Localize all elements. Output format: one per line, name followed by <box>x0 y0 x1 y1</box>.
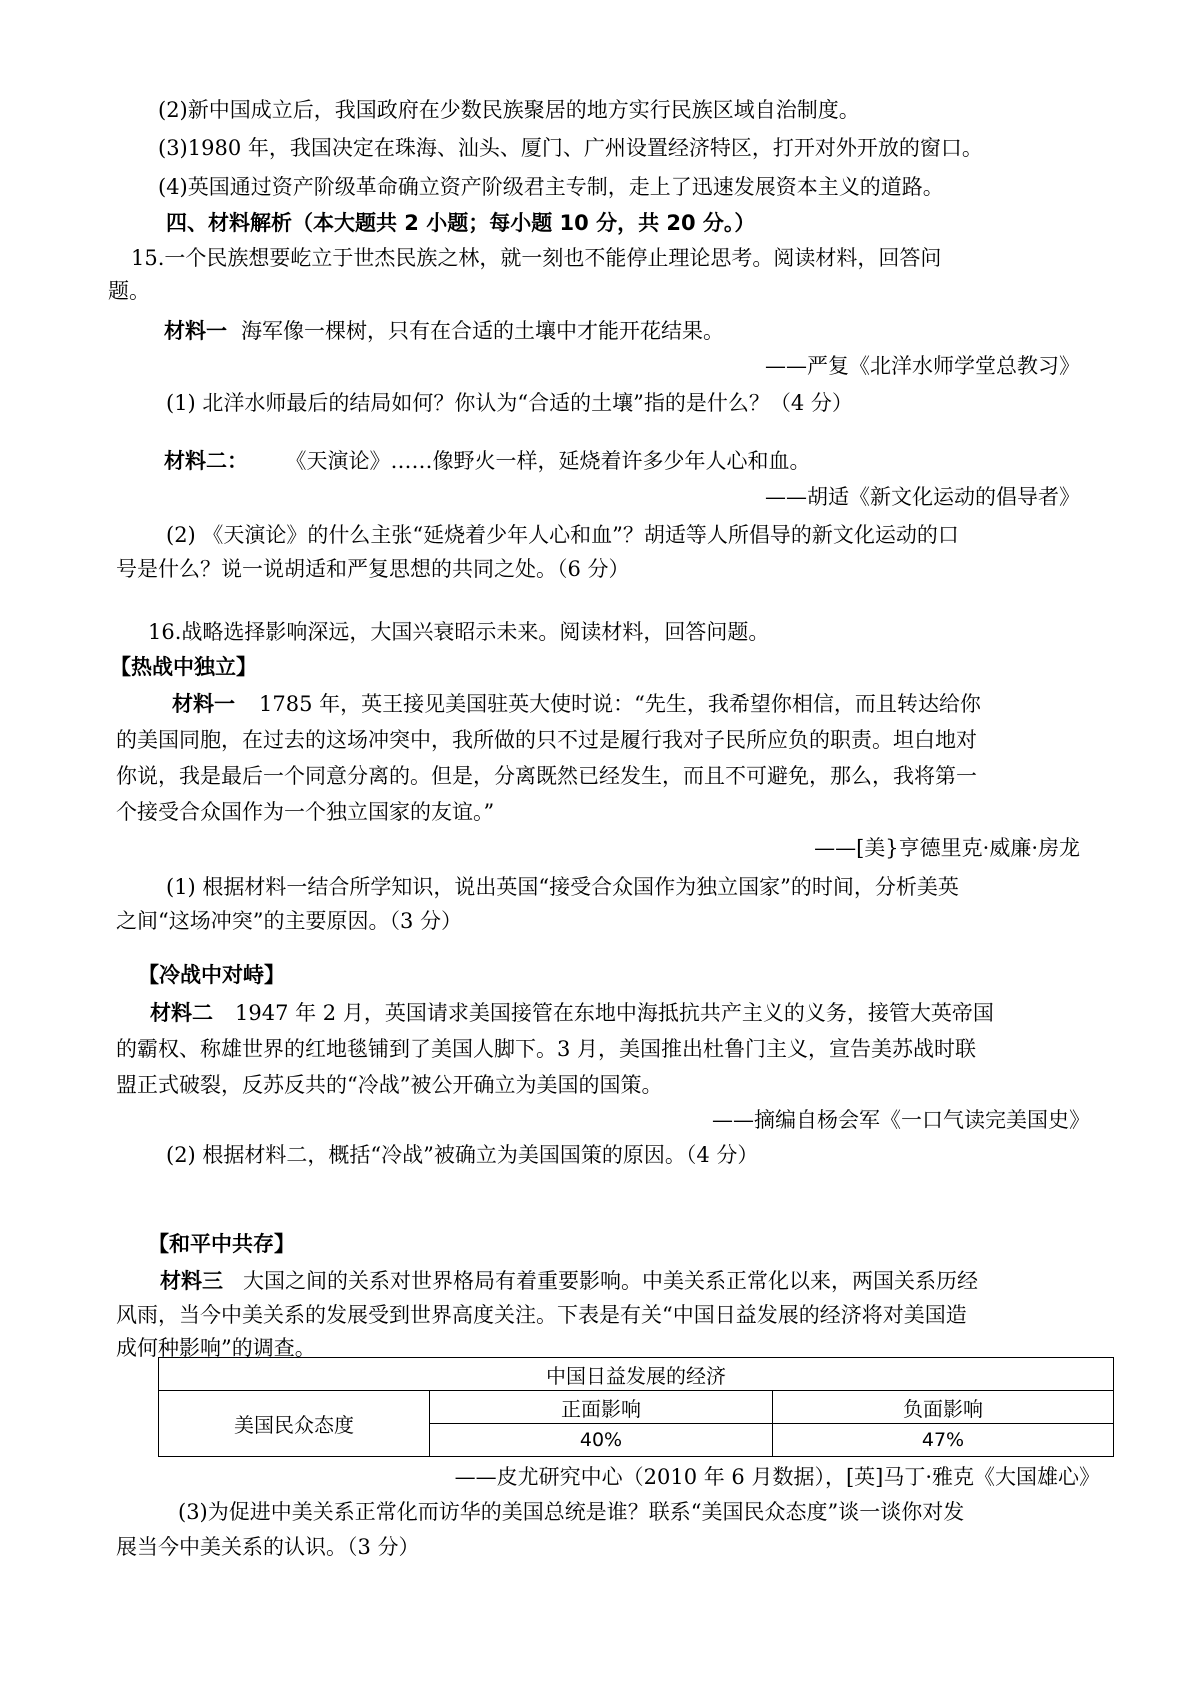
answer-line-2: (2)新中国成立后，我国政府在少数民族聚居的地方实行民族区域自治制度。 <box>158 98 860 122</box>
material-1-line <box>164 316 724 346</box>
material-4-source: ——摘编自杨会军《一口气读完美国史》 <box>712 1108 1090 1132</box>
table-col-negative: 负面影响 <box>773 1391 1114 1424</box>
question-15-intro: 15.一个民族想要屹立于世杰民族之林，就一刻也不能停止理论思考。阅读材料，回答问 <box>131 246 942 270</box>
survey-table <box>158 1357 1114 1457</box>
question-16-1: (1) 根据材料一结合所学知识，说出英国“接受合众国作为独立国家”的时间，分析美英 <box>166 875 959 899</box>
heading-hot-war: 【热战中独立】 <box>110 655 257 679</box>
question-16-2: (2) 根据材料二，概括“冷战”被确立为美国国策的原因。（4 分） <box>166 1143 759 1167</box>
question-16-3-cont: 展当今中美关系的认识。（3 分） <box>116 1535 420 1559</box>
material-4-line <box>150 998 994 1028</box>
table-val-negative: 47% <box>773 1424 1114 1457</box>
question-15-1: (1) 北洋水师最后的结局如何？你认为“合适的土壤”指的是什么？（4 分） <box>166 391 853 415</box>
question-15-intro-cont: 题。 <box>108 279 150 303</box>
question-16-3: (3)为促进中美关系正常化而访华的美国总统是谁？联系“美国民众态度”谈一谈你对发 <box>178 1500 965 1524</box>
material-text: 大国之间的关系对世界格局有着重要影响。中美关系正常化以来，两国关系历经 <box>243 1269 978 1293</box>
material-label: 材料三 <box>160 1269 223 1293</box>
question-16-1-cont: 之间“这场冲突”的主要原因。（3 分） <box>116 909 463 933</box>
material-5-cont-2: 成何种影响”的调查。 <box>116 1336 316 1360</box>
material-5-line <box>160 1266 978 1296</box>
material-5-cont-1: 风雨，当今中美关系的发展受到世界高度关注。下表是有关“中国日益发展的经济将对美国造 <box>116 1303 967 1327</box>
material-label: 材料二： <box>164 449 248 473</box>
table-col-positive: 正面影响 <box>430 1391 773 1424</box>
material-4-cont-1: 的霸权、称雄世界的红地毯铺到了美国人脚下。3 月，美国推出杜鲁门主义，宣告美苏战时联 <box>116 1037 977 1061</box>
answer-line-4: (4)英国通过资产阶级革命确立资产阶级君主专制，走上了迅速发展资本主义的道路。 <box>158 175 944 199</box>
answer-line-3: (3)1980 年，我国决定在珠海、汕头、厦门、广州设置经济特区，打开对外开放的窗口。 <box>158 136 983 160</box>
material-2-line <box>164 446 811 476</box>
question-15-2: (2) 《天演论》的什么主张“延烧着少年人心和血”？胡适等人所倡导的新文化运动的口 <box>166 523 959 547</box>
material-3-line <box>172 689 981 719</box>
material-4-cont-2: 盟正式破裂，反苏反共的“冷战”被公开确立为美国的国策。 <box>116 1073 663 1097</box>
table-val-positive: 40% <box>430 1424 773 1457</box>
material-3-source: ——[美}亨德里克·威廉·房龙 <box>814 836 1080 860</box>
material-2-source: ——胡适《新文化运动的倡导者》 <box>765 485 1080 509</box>
table-row-label: 美国民众态度 <box>159 1391 430 1457</box>
material-label: 材料一 <box>172 692 235 716</box>
material-text: 1947 年 2 月，英国请求美国接管在东地中海抵抗共产主义的义务，接管大英帝国 <box>235 1001 994 1025</box>
material-text: 1785 年，英王接见美国驻英大使时说：“先生，我希望你相信，而且转达给你 <box>259 692 981 716</box>
material-3-cont-1: 的美国同胞，在过去的这场冲突中，我所做的只不过是履行我对子民所应负的职责。坦白地对 <box>116 728 977 752</box>
material-3-cont-2: 你说，我是最后一个同意分离的。但是，分离既然已经发生，而且不可避免，那么，我将第一 <box>116 764 977 788</box>
table-title: 中国日益发展的经济 <box>159 1358 1114 1391</box>
section-four-title: 四、材料解析（本大题共 2 小题；每小题 10 分，共 20 分。） <box>166 211 756 235</box>
material-text: 《天演论》……像野火一样，延烧着许多少年人心和血。 <box>296 449 811 473</box>
heading-cold-war: 【冷战中对峙】 <box>138 963 285 987</box>
material-3-cont-3: 个接受合众国作为一个独立国家的友谊。” <box>116 800 495 824</box>
material-1-source: ——严复《北洋水师学堂总教习》 <box>765 354 1080 378</box>
material-text: 海军像一棵树，只有在合适的土壤中才能开花结果。 <box>241 319 724 343</box>
table-source: ——皮尤研究中心（2010 年 6 月数据），[英]马丁·雅克《大国雄心》 <box>454 1465 1100 1489</box>
material-label: 材料二 <box>150 1001 213 1025</box>
question-16-intro: 16.战略选择影响深远，大国兴衰昭示未来。阅读材料，回答问题。 <box>148 620 770 644</box>
material-label: 材料一 <box>164 319 227 343</box>
question-15-2-cont: 号是什么？说一说胡适和严复思想的共同之处。（6 分） <box>116 557 630 581</box>
heading-peace: 【和平中共存】 <box>148 1232 295 1256</box>
